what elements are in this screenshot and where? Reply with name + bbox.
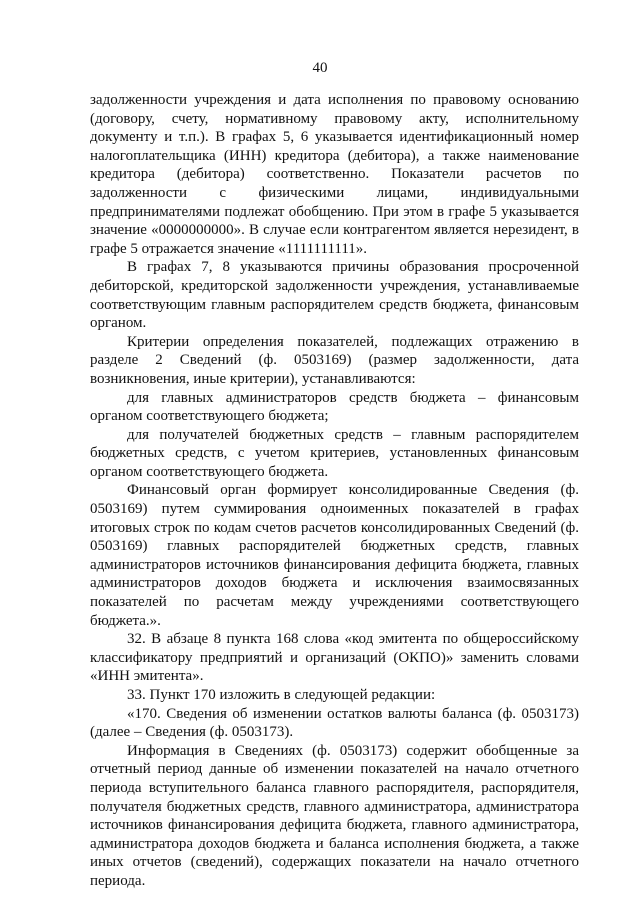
paragraph-criteria: Критерии определения показателей, подлежащих отражению в разделе 2 Сведений (ф. 0503169) (размер задолженности, дата возникновения, иные критерии), устанавливаются:: [90, 333, 579, 387]
document-body: [90, 91, 579, 891]
paragraph-item-32: 32. В абзаце 8 пункта 168 слова «код эмитента по общероссийскому классификатору предприятий и организаций (ОКПО)» заменить словами «ИНН эмитента».: [90, 631, 579, 685]
paragraph-main-administrators: для главных администраторов средств бюджета – финансовым органом соответствующего бюджета;: [90, 389, 579, 425]
paragraph-graphs-7-8: В графах 7, 8 указываются причины образования просроченной дебиторской, кредиторской задолженности учреждения, устанавливаемые соответствующим главным распорядителем средств бюджета, финансовым органом.: [90, 259, 579, 332]
paragraph-item-33: 33. Пункт 170 изложить в следующей редакции:: [127, 687, 436, 703]
paragraph-budget-recipients: для получателей бюджетных средств – главным распорядителем бюджетных средств, с учетом критериев, установленных финансовым органом соответствующего бюджета.: [90, 426, 579, 480]
page-number: 40: [312, 60, 328, 76]
paragraph-financial-body: Финансовый орган формирует консолидированные Сведения (ф. 0503169) путем суммирования одноименных показателей в графах итоговых строк по кодам счетов расчетов консолидированных Сведений (ф. 0503169) главных распорядителей бюджетных средств, главных администраторов источников финансирования дефицита бюджета, главных администраторов доходов бюджета и исключения взаимосвязанных показателей по расчетам между учреждениями соответствующего бюджета.».: [90, 482, 579, 629]
paragraph-information: Информация в Сведениях (ф. 0503173) содержит обобщенные за отчетный период данные об изменении показателей на начало отчетного периода вступительного баланса главного распорядителя, распорядителя, получателя бюджетных средств, главного администратора, администратора источников финансирования дефицита бюджета, главного администратора, администратора доходов бюджета и баланса исполнения бюджета, а также иных отчетов (сведений), содержащих показатели на начало отчетного периода.: [90, 742, 579, 889]
paragraph-item-170-heading: «170. Сведения об изменении остатков валюты баланса (ф. 0503173) (далее – Сведения (ф. 0503173).: [90, 705, 579, 741]
paragraph-continuation: задолженности учреждения и дата исполнения по правовому основанию (договору, счету, нормативному правовому акту, исполнительному документу и т.п.). В графах 5, 6 указывается идентификационный номер налогоплательщика (ИНН) кредитора (дебитора), а также наименование кредитора (дебитора) соответственно. Показатели расчетов по задолженности с физическими лицами, индивидуальными предпринимателями подлежат обобщению. При этом в графе 5 указывается значение «0000000000». В случае если контрагентом является нерезидент, в графе 5 отражается значение «1111111111».: [90, 92, 579, 257]
